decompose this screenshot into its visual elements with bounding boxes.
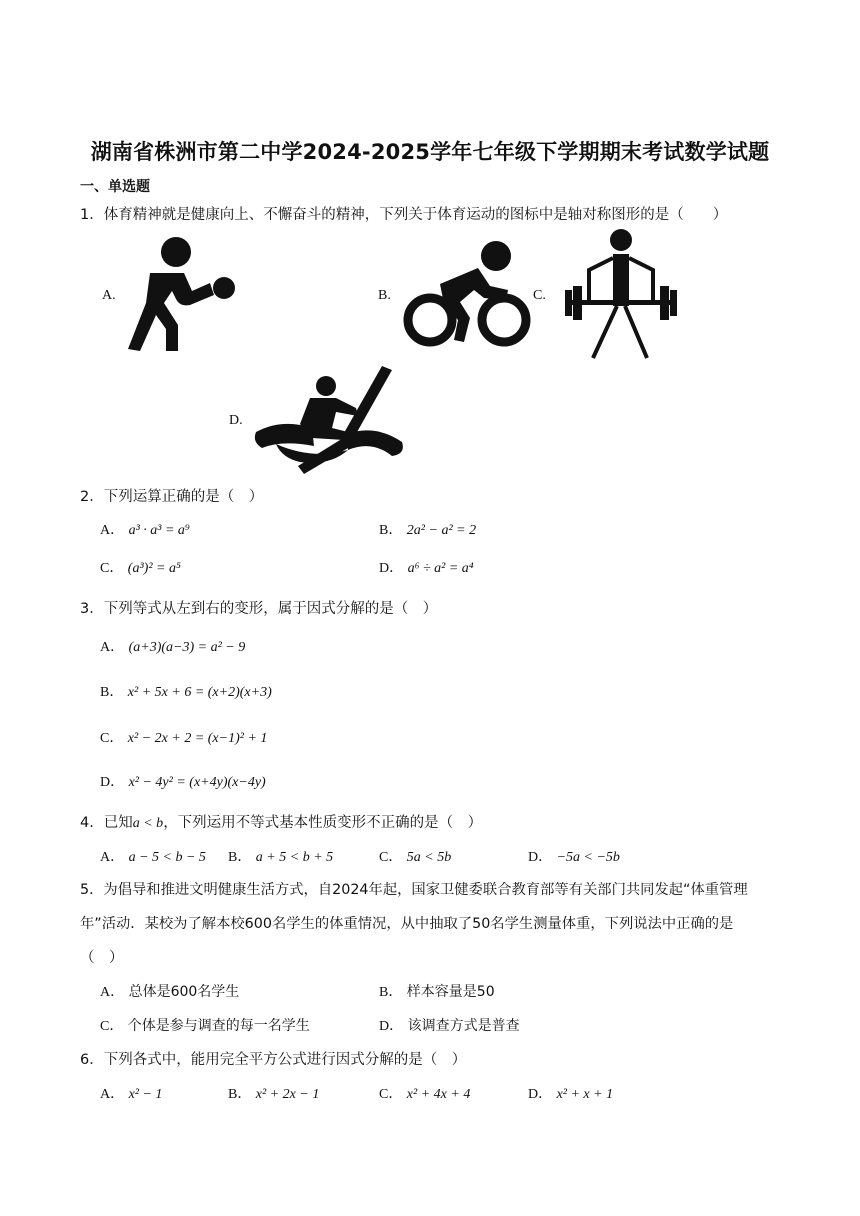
q6-option-b-label: B． xyxy=(228,1087,252,1102)
q2-option-a: a³ · a³ = a⁹ xyxy=(128,523,190,538)
question-4-stem-start: 4．已知 xyxy=(80,815,133,831)
q3-option-a: (a+3)(a−3) = a² − 9 xyxy=(128,640,246,655)
q2-option-a-label: A． xyxy=(100,523,125,538)
q3-option-a-label: A． xyxy=(100,640,125,655)
q5-option-b: 样本容量是50 xyxy=(406,984,495,1000)
q3-option-c: x² − 2x + 2 = (x−1)² + 1 xyxy=(127,731,268,746)
q3-option-d-label: D． xyxy=(100,775,125,790)
q4-option-b: a + 5 < b + 5 xyxy=(255,850,334,865)
q4-option-a-label: A． xyxy=(100,850,125,865)
q2-option-d: a⁶ ÷ a² = a⁴ xyxy=(407,561,474,576)
q1-option-c-label: C. xyxy=(533,288,546,303)
q6-option-c-label: C． xyxy=(379,1087,403,1102)
q3-option-c-label: C． xyxy=(100,731,124,746)
q1-option-a-label: A. xyxy=(102,288,116,303)
q1-option-d-label: D. xyxy=(229,413,243,428)
q5-option-c: 个体是参与调查的每一名学生 xyxy=(127,1018,310,1034)
question-4-stem-end: ，下列运用不等式基本性质变形不正确的是（ ） xyxy=(163,815,483,831)
question-2-stem: 2．下列运算正确的是（ ） xyxy=(80,489,264,505)
q5-option-c-label: C． xyxy=(100,1019,124,1034)
q2-option-b-label: B． xyxy=(379,523,403,538)
q5-option-d: 该调查方式是普查 xyxy=(407,1018,520,1034)
q3-option-b-label: B． xyxy=(100,685,124,700)
q4-option-d-label: D． xyxy=(528,850,553,865)
volleyball-player-icon xyxy=(120,233,238,355)
question-6-stem: 6．下列各式中，能用完全平方公式进行因式分解的是（ ） xyxy=(80,1052,467,1068)
question-3-stem: 3．下列等式从左到右的变形，属于因式分解的是（ ） xyxy=(80,601,438,617)
q4-option-c-label: C． xyxy=(379,850,403,865)
q6-option-d: x² + x + 1 xyxy=(556,1087,614,1102)
q5-option-a-label: A． xyxy=(100,985,125,1000)
q4-option-d: −5a < −5b xyxy=(556,850,620,865)
q6-option-c: x² + 4x + 4 xyxy=(406,1087,471,1102)
q6-option-a: x² − 1 xyxy=(128,1087,163,1102)
q2-option-b: 2a² − a² = 2 xyxy=(406,523,477,538)
question-5-line-1: 5．为倡导和推进文明健康生活方式，自2024年起，国家卫健委联合教育部等有关部门共同发起“体重管理 xyxy=(80,882,748,898)
q6-option-a-label: A． xyxy=(100,1087,125,1102)
q4-option-b-label: B． xyxy=(228,850,252,865)
section-heading: 一、单选题 xyxy=(80,179,150,195)
question-4-condition: a < b xyxy=(132,816,164,831)
question-5-line-3: （ ） xyxy=(80,950,124,966)
q2-option-c: (a³)² = a⁵ xyxy=(127,561,181,576)
q2-option-d-label: D． xyxy=(379,561,404,576)
q1-option-b-label: B. xyxy=(378,288,391,303)
q3-option-b: x² + 5x + 6 = (x+2)(x+3) xyxy=(127,685,272,700)
q6-option-d-label: D． xyxy=(528,1087,553,1102)
q6-option-b: x² + 2x − 1 xyxy=(255,1087,320,1102)
question-1-stem: 1．体育精神就是健康向上、不懈奋斗的精神，下列关于体育运动的图标中是轴对称图形的是（ ） xyxy=(80,207,728,223)
question-5-line-2: 年”活动．某校为了解本校600名学生的体重情况，从中抽取了50名学生测量体重，下列说法中正确的是 xyxy=(80,916,734,932)
q5-option-b-label: B． xyxy=(379,985,403,1000)
kayaker-icon xyxy=(252,362,408,478)
weightlifter-icon xyxy=(557,228,683,362)
cyclist-icon xyxy=(400,238,532,350)
q5-option-d-label: D． xyxy=(379,1019,404,1034)
q2-option-c-label: C． xyxy=(100,561,124,576)
q5-option-a: 总体是600名学生 xyxy=(128,984,240,1000)
q4-option-a: a − 5 < b − 5 xyxy=(128,850,206,865)
q3-option-d: x² − 4y² = (x+4y)(x−4y) xyxy=(128,775,266,790)
q4-option-c: 5a < 5b xyxy=(406,850,452,865)
page-title: 湖南省株洲市第二中学2024-2025学年七年级下学期期末考试数学试题 xyxy=(90,140,770,164)
